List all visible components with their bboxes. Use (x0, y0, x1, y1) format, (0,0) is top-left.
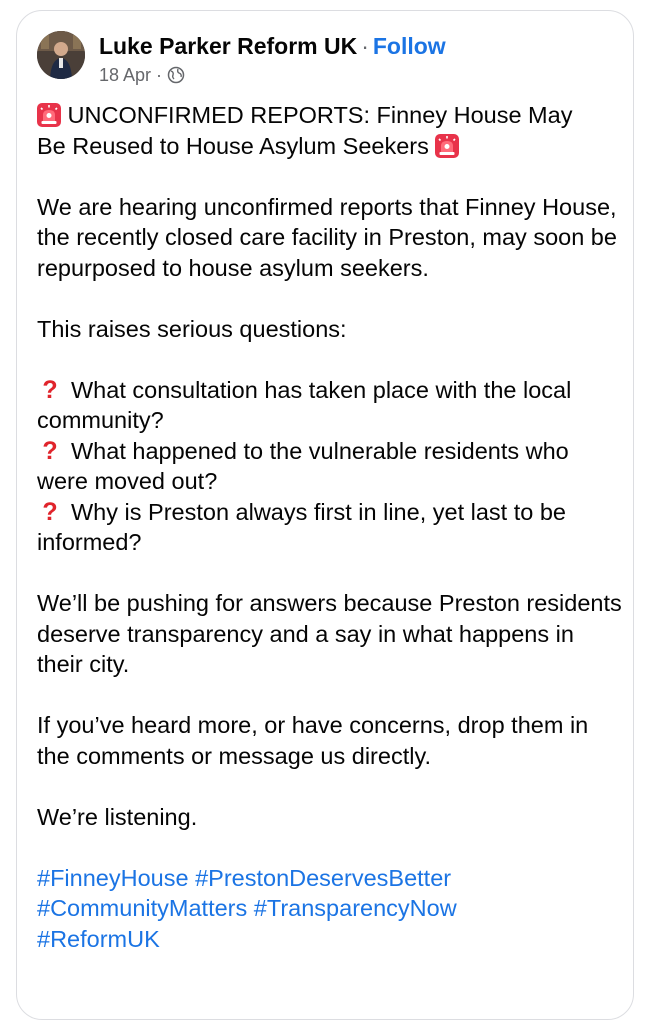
hashtags (37, 863, 622, 955)
hashtag-transparencynow[interactable]: #TransparencyNow (253, 895, 457, 921)
questions-list (37, 375, 622, 558)
post-title-line1: UNCONFIRMED REPORTS: Finney House May (67, 102, 573, 128)
author-line (99, 31, 446, 61)
hashtag-communitymatters[interactable]: #CommunityMatters (37, 895, 248, 921)
post-date[interactable]: 18 Apr (99, 65, 152, 85)
post-title (37, 100, 622, 161)
author-name[interactable]: Luke Parker Reform UK (99, 33, 358, 59)
question-3: Why is Preston always first in line, yet last to be informed? (37, 498, 566, 555)
author-avatar[interactable] (37, 31, 85, 79)
question-2: What happened to the vulnerable residents who were moved out? (37, 437, 569, 494)
hashtag-reformuk[interactable]: #ReformUK (37, 925, 160, 952)
post-body (37, 100, 622, 954)
post-meta (99, 64, 185, 86)
siren-icon (435, 134, 459, 158)
question-1: What consultation has taken place with the local community? (37, 376, 572, 433)
post-paragraph-5: We’re listening. (37, 803, 198, 830)
hashtag-prestondeservesbetter[interactable]: #PrestonDeservesBetter (195, 864, 452, 891)
question-mark-icon: ? (42, 436, 58, 465)
question-mark-icon: ? (42, 375, 58, 404)
post-card (16, 10, 634, 1020)
post-paragraph-3: We’ll be pushing for answers because Preston residents deserve transparency and a say in what happens in their city. (37, 590, 622, 677)
siren-icon (37, 103, 61, 127)
follow-button[interactable]: Follow (372, 33, 446, 59)
question-mark-icon: ? (42, 497, 58, 526)
post-title-line2: Be Reused to House Asylum Seekers (37, 132, 429, 159)
post-paragraph-4: If you’ve heard more, or have concerns, drop them in the comments or message us directly. (37, 712, 589, 769)
header-separator: · (361, 33, 369, 59)
post-paragraph-2: This raises serious questions: (37, 315, 347, 342)
avatar-image (37, 31, 85, 79)
meta-dot: · (156, 65, 163, 85)
post-paragraph-1: We are hearing unconfirmed reports that Finney House, the recently closed care facility in Preston, may soon be repurposed to house asylum seekers. (37, 193, 617, 281)
hashtag-finneyhouse[interactable]: #FinneyHouse (37, 864, 189, 891)
post-header (37, 31, 613, 91)
globe-icon[interactable] (167, 66, 185, 84)
